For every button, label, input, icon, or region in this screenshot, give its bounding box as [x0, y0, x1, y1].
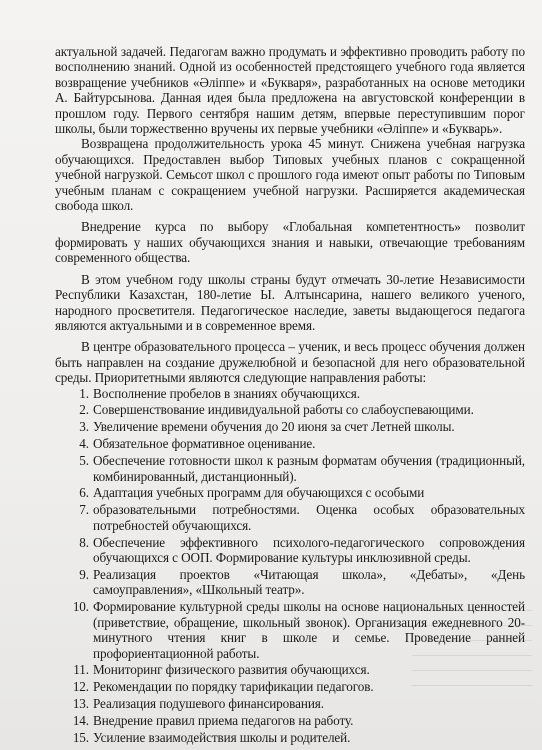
paragraph-5: В центре образовательного процесса – ученик, и весь процесс обучения должен быть направлен на создание дружелюбной и безопасной для него образовательной среды. Приоритетными являются следующие направления работы: [55, 339, 525, 386]
list-item: 6. Адаптация учебных программ для обучающихся с особыми [79, 485, 425, 501]
paragraph-4: В этом учебном году школы страны будут отмечать 30-летие Независимости Республики Казахстан, 180-летие Ы. Алтынсарина, нашего великого ученого, народного просветителя. Педагогическое наследие, заветы выдающегося педагога являются актуальными и в современное время. [55, 271, 525, 333]
list-item: 15. Усиление взаимодействия школы и родителей. [72, 730, 351, 746]
document-body [55, 44, 525, 747]
paragraph-3: Внедрение курса по выбору «Глобальная компетентность» позволит формировать у наших обучающихся знания и навыки, отвечающие требованиям современного общества. [55, 219, 525, 266]
list-item: 13. Реализация подушевого финансирования. [72, 696, 324, 712]
list-item: 4. Обязательное формативное оценивание. [79, 436, 316, 452]
list-item: 9. Реализация проектов «Читающая школа», «Дебаты», «День самоуправления», «Школьный театр». [79, 567, 525, 598]
list-item: 5. Обеспечение готовности школ к разным форматам обучения (традиционный, комбинированный, дистанционный). [79, 453, 525, 484]
paragraph-1: актуальной задачей. Педагогам важно продумать и эффективно проводить работу по восполнению знаний. Одной из особенностей предстоящего учебного года является возвращение учебников «Әліппе» и «Букваря», разработанных на основе методики А. Байтурсынова. Данная идея была предложена на августовской конференции в прошлом году. Первого сентября нашим детям, впервые переступившим порог школы, были торжественно вручены их первые учебники «Әліппе» и «Букварь». [55, 44, 525, 137]
list-item: 11. Мониторинг физического развития обучающихся. [73, 662, 370, 678]
list-item: 3. Увеличение времени обучения до 20 июня за счет Летней школы. [79, 419, 455, 435]
list-item: 14. Внедрение правил приема педагогов на работу. [72, 713, 354, 729]
list-item: 2. Совершенствование индивидуальной работы со слабоуспевающими. [79, 402, 474, 418]
list-item: 8. Обеспечение эффективного психолого-педагогического сопровождения обучающихся с ООП. Формирование культуры инклюзивной среды. [79, 534, 525, 566]
list-item: 1. Восполнение пробелов в знаниях обучающихся. [79, 385, 360, 401]
paragraph-2: Возвращена продолжительность урока 45 минут. Снижена учебная нагрузка обучающихся. Предоставлен выбор Типовых учебных планов с сокращенной учебной нагрузкой. Семьсот школ с прошлого года имеют опыт работы по Типовым учебным планам с сокращением учебной нагрузки. Расширяется академическая свобода школ. [55, 136, 525, 214]
list-item: 12. Рекомендации по порядку тарификации педагогов. [72, 679, 374, 695]
priority-directions-list [55, 386, 525, 746]
list-item: 10. Формирование культурной среды школы на основе национальных ценностей (приветствие, обращение, школьный звонок). Организация ежедневного 20-минутного чтения книг в школе и семье. Проведение ранней профориентационной работы. [72, 599, 525, 661]
list-item: 7. образовательными потребностями. Оценка особых образовательных потребностей обучающихся. [79, 502, 525, 533]
